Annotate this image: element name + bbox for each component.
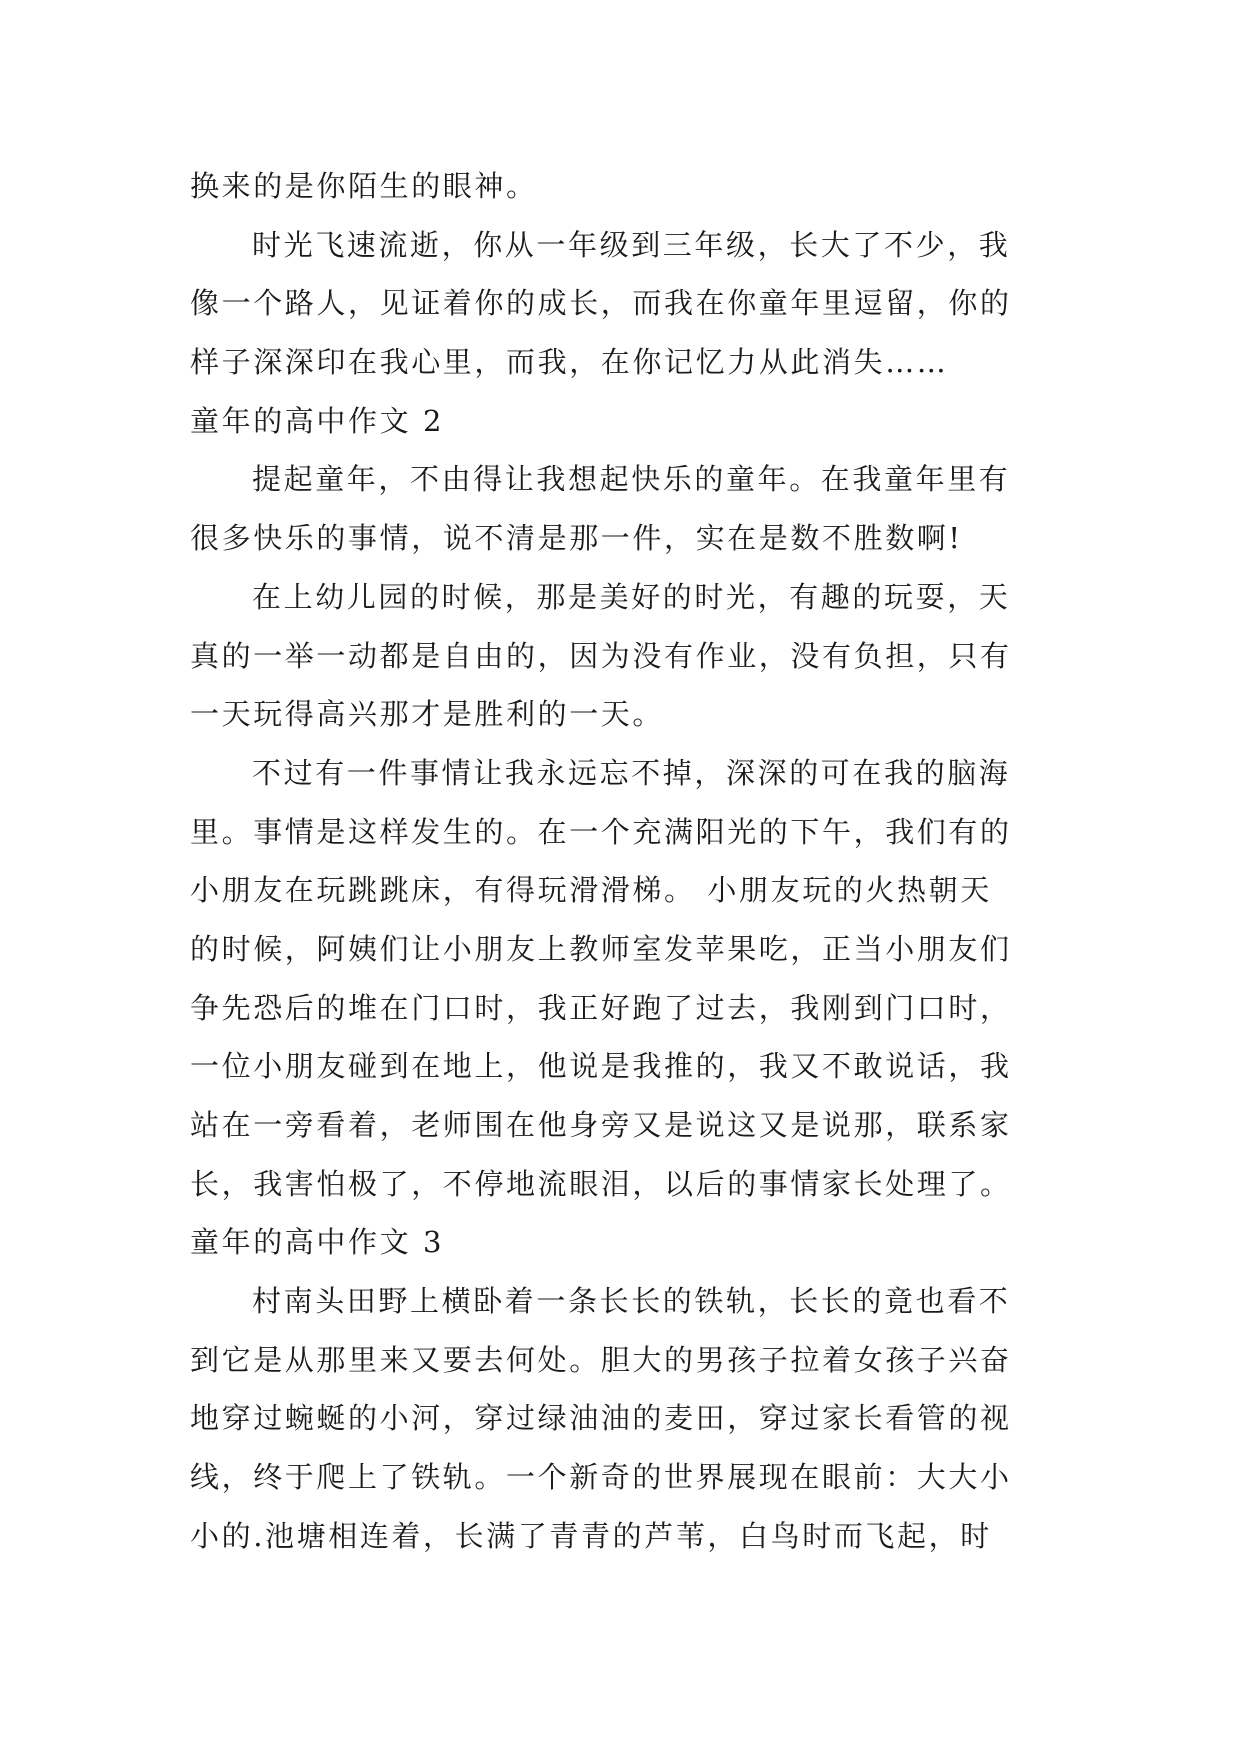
text-line: 很多快乐的事情，说不清是那一件，实在是数不胜数啊! — [190, 521, 963, 556]
text-line: 站在一旁看着，老师围在他身旁又是说这又是说那，联系家 — [190, 1108, 1012, 1142]
text-line: 小的.池塘相连着，长满了青青的芦苇，白鸟时而飞起，时 — [190, 1518, 992, 1553]
text-line: 真的一举一动都是自由的，因为没有作业，没有负担，只有 — [190, 638, 1012, 673]
text-line: 一位小朋友碰到在地上，他说是我推的，我又不敢说话，我 — [190, 1049, 1012, 1084]
text-line: 小朋友在玩跳跳床，有得玩滑滑梯。 小朋友玩的火热朝天 — [190, 873, 992, 908]
text-line: 的时候，阿姨们让小朋友上教师室发苹果吃，正当小朋友们 — [190, 931, 1012, 966]
text-line: 样子深深印在我心里，而我，在你记忆力从此消失…… — [190, 345, 949, 380]
text-line: 在上幼儿园的时候，那是美好的时光，有趣的玩耍，天 — [252, 579, 1011, 614]
section-heading: 童年的高中作文 3 — [190, 1225, 445, 1260]
text-line: 到它是从那里来又要去何处。胆大的男孩子拉着女孩子兴奋 — [190, 1342, 1012, 1377]
document-body — [190, 157, 1070, 1566]
text-line: 长，我害怕极了，不停地流眼泪，以后的事情家长处理了。 — [190, 1166, 1012, 1201]
text-line: 争先恐后的堆在门口时，我正好跑了过去，我刚到门口时， — [190, 990, 1012, 1025]
text-line: 里。事情是这样发生的。在一个充满阳光的下午，我们有的 — [190, 814, 1012, 849]
section-heading: 童年的高中作文 2 — [190, 403, 445, 438]
text-line: 线，终于爬上了铁轨。一个新奇的世界展现在眼前：大大小 — [190, 1460, 1012, 1495]
text-line: 一天玩得高兴那才是胜利的一天。 — [190, 697, 665, 732]
text-line: 地穿过蜿蜒的小河，穿过绿油油的麦田，穿过家长看管的视 — [190, 1401, 1012, 1436]
text-line: 时光飞速流逝，你从一年级到三年级，长大了不少，我 — [252, 227, 1011, 262]
text-line: 提起童年，不由得让我想起快乐的童年。在我童年里有 — [252, 462, 1011, 497]
text-line: 村南头田野上横卧着一条长长的铁轨，长长的竟也看不 — [252, 1284, 1011, 1319]
text-line: 像一个路人，见证着你的成长，而我在你童年里逗留，你的 — [190, 286, 1012, 321]
text-line: 换来的是你陌生的眼神。 — [190, 169, 538, 203]
text-line: 不过有一件事情让我永远忘不掉，深深的可在我的脑海 — [252, 755, 1011, 790]
